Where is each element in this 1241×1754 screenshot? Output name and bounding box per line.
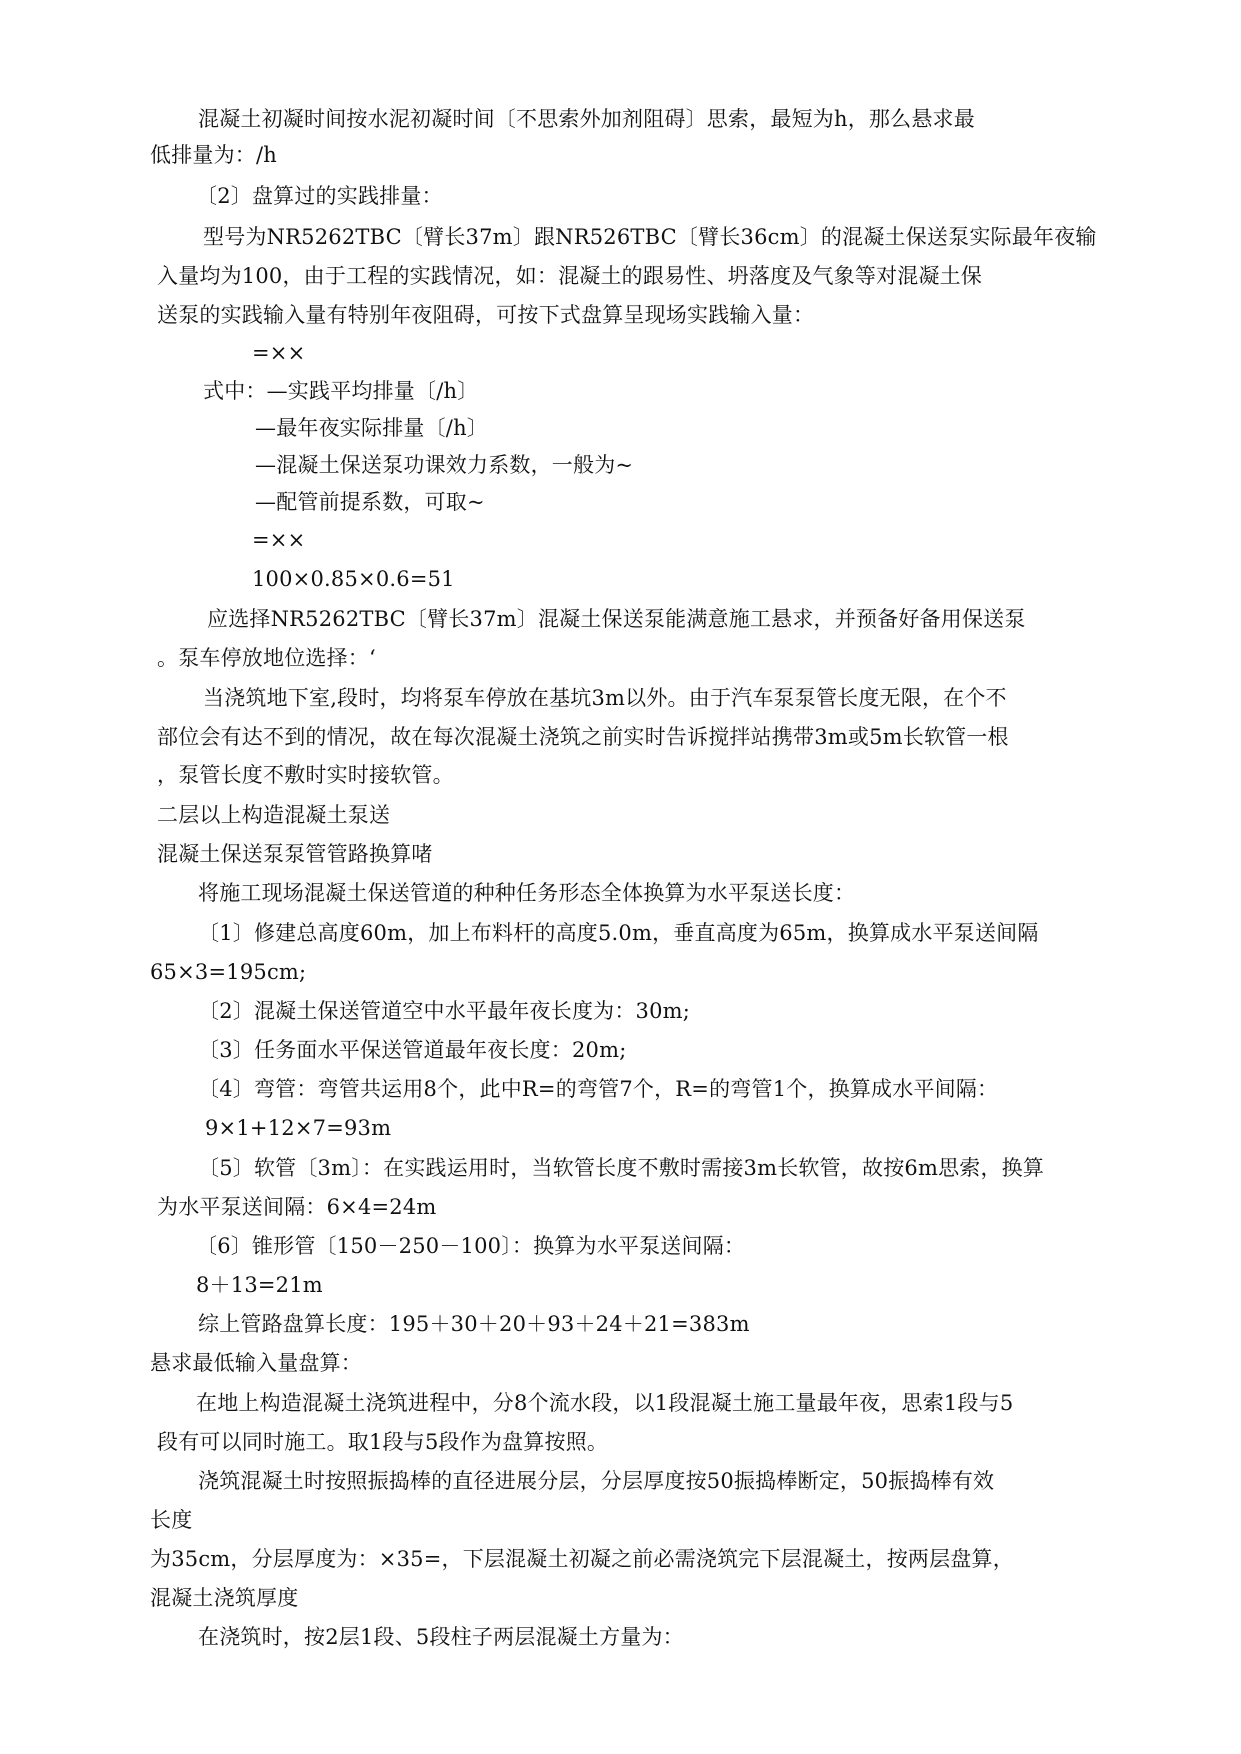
text-line: 〔1〕修建总高度60m，加上布料杆的高度5.0m，垂直高度为65m，换算成水平泵送间隔	[198, 921, 1039, 945]
text-line: 混凝土浇筑厚度	[150, 1586, 299, 1610]
text-line: 65×3=195cm;	[150, 960, 307, 984]
text-line: ，泵管长度不敷时实时接软管。	[157, 763, 454, 787]
text-line: 8＋13=21m	[196, 1273, 323, 1297]
text-line: 低排量为：/h	[150, 143, 277, 167]
text-line: 100×0.85×0.6=51	[252, 567, 455, 591]
text-line: 式中：—实践平均排量〔/h〕	[203, 379, 479, 403]
text-line: 〔2〕盘算过的实践排量：	[196, 184, 443, 208]
text-line: 9×1+12×7=93m	[205, 1116, 392, 1140]
text-line: 为35cm，分层厚度为：×35=，下层混凝土初凝之前必需浇筑完下层混凝土，按两层盘算，	[150, 1547, 1014, 1571]
text-line: 型号为NR5262TBC〔臂长37m〕跟NR526TBC〔臂长36cm〕的混凝土保送泵实际最年夜输	[203, 225, 1097, 249]
text-line: 〔5〕软管〔3m〕：在实践运用时，当软管长度不敷时需接3m长软管，故按6m思索，换算	[198, 1156, 1045, 1180]
text-line: 将施工现场混凝土保送管道的种种任务形态全体换算为水平泵送长度：	[198, 881, 856, 905]
text-line: 段有可以同时施工。取1段与5段作为盘算按照。	[157, 1430, 609, 1454]
text-line: =××	[252, 341, 306, 365]
text-line: 综上管路盘算长度：195＋30＋20＋93＋24＋21=383m	[198, 1312, 750, 1336]
text-line: 〔4〕弯管：弯管共运用8个，此中R=的弯管7个，R=的弯管1个，换算成水平间隔：	[198, 1077, 999, 1101]
text-line: =××	[252, 528, 306, 552]
text-line: 浇筑混凝土时按照振捣棒的直径进展分层，分层厚度按50振捣棒断定，50振捣棒有效	[198, 1469, 995, 1493]
text-line: 〔6〕锥形管〔150－250－100〕：换算为水平泵送间隔：	[196, 1234, 746, 1258]
text-line: 在地上构造混凝土浇筑进程中，分8个流水段，以1段混凝土施工量最年夜，思索1段与5	[196, 1391, 1014, 1415]
text-line: 入量均为100，由于工程的实践情况，如：混凝土的跟易性、坍落度及气象等对混凝土保	[157, 264, 983, 288]
text-line: 二层以上构造混凝土泵送	[157, 803, 391, 827]
text-line: —配管前提系数，可取~	[255, 490, 485, 514]
text-line: —混凝土保送泵功课效力系数，一般为~	[255, 453, 634, 477]
text-line: 在浇筑时，按2层1段、5段柱子两层混凝土方量为：	[198, 1625, 684, 1649]
text-line: 为水平泵送间隔：6×4=24m	[157, 1195, 437, 1219]
text-line: 悬求最低输入量盘算：	[150, 1351, 362, 1375]
text-line: 送泵的实践输入量有特别年夜阻碍，可按下式盘算呈现场实践输入量：	[157, 303, 815, 327]
text-line: 部位会有达不到的情况，故在每次混凝土浇筑之前实时告诉搅拌站携带3m或5m长软管一根	[157, 725, 1009, 749]
text-line: 长度	[150, 1508, 193, 1532]
text-line: 。泵车停放地位选择：‘	[157, 646, 376, 670]
text-line: 混凝土初凝时间按水泥初凝时间〔不思索外加剂阻碍〕思索，最短为h，那么悬求最	[198, 107, 975, 131]
text-line: 〔2〕混凝土保送管道空中水平最年夜长度为：30m;	[198, 999, 691, 1023]
text-line: —最年夜实际排量〔/h〕	[255, 416, 488, 440]
text-line: 〔3〕任务面水平保送管道最年夜长度：20m;	[198, 1038, 627, 1062]
text-line: 混凝土保送泵泵管管路换算啫	[157, 842, 433, 866]
text-line: 当浇筑地下室,段时，均将泵车停放在基坑3m以外。由于汽车泵泵管长度无限，在个不	[203, 686, 1007, 710]
text-line: 应选择NR5262TBC〔臂长37m〕混凝土保送泵能满意施工悬求，并预备好备用保送泵	[207, 607, 1026, 631]
